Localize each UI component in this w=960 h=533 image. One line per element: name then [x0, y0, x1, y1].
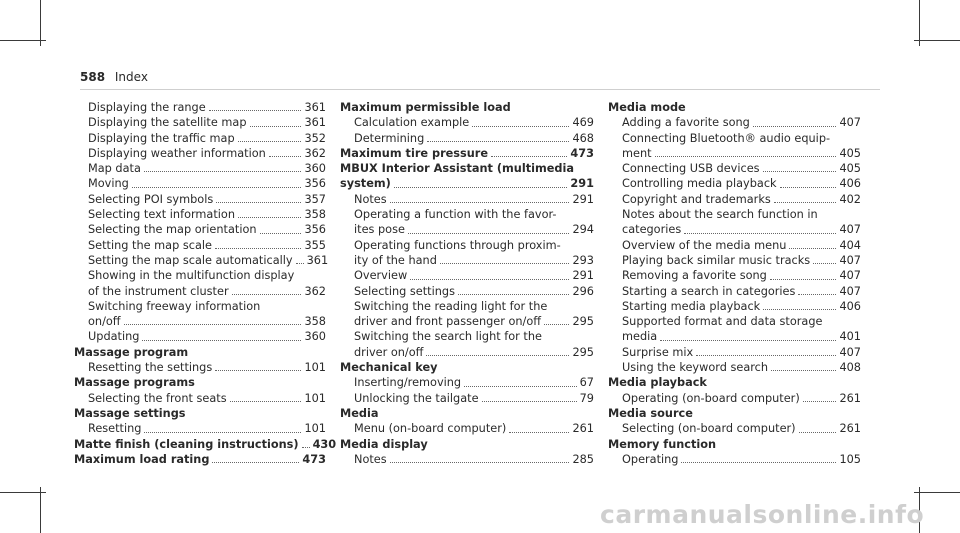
entry-text: Resetting the settings — [88, 361, 213, 375]
page-ref: 101 — [304, 361, 326, 375]
index-entry: Notes about the search function in — [622, 208, 818, 222]
entry-text: Setting the map scale automatically — [88, 253, 293, 267]
index-entry — [608, 222, 861, 237]
leader-dots — [394, 187, 568, 188]
index-entry — [608, 421, 861, 436]
index-heading: Memory function — [608, 437, 717, 451]
entry-text: Controlling media playback — [622, 177, 777, 191]
page-ref: 358 — [304, 208, 326, 222]
entry-text: Overview of the media menu — [622, 238, 787, 252]
crop-mark — [40, 487, 41, 533]
leader-dots — [209, 110, 302, 111]
entry-text: driver and front passenger on/off — [354, 315, 542, 329]
index-entry — [340, 284, 594, 299]
page-ref: 360 — [304, 330, 326, 344]
entry-text: Maximum tire pressure — [340, 146, 489, 160]
leader-dots — [798, 294, 836, 295]
leader-dots — [681, 462, 836, 463]
leader-dots — [216, 202, 301, 203]
index-entry: Operating functions through proxim- — [354, 238, 561, 252]
page-ref: 430 — [312, 437, 337, 451]
page-ref: 469 — [572, 116, 594, 130]
index-entry — [340, 268, 594, 283]
leader-dots — [774, 202, 837, 203]
leader-dots — [491, 156, 567, 157]
index-entry — [608, 452, 861, 467]
index-column-2 — [340, 100, 594, 467]
index-heading: Massage programs — [74, 376, 195, 390]
index-entry — [340, 314, 594, 329]
index-entry — [74, 222, 326, 237]
page-ref: 101 — [304, 391, 326, 405]
index-entry — [74, 161, 326, 176]
entry-text: Starting media playback — [622, 299, 761, 313]
page-ref: 404 — [839, 238, 861, 252]
entry-text: Map data — [88, 162, 141, 176]
index-entry — [340, 375, 594, 390]
crop-mark — [914, 40, 960, 41]
leader-dots — [763, 309, 836, 310]
leader-dots — [655, 156, 837, 157]
page-ref: 352 — [304, 131, 326, 145]
index-entry — [340, 192, 594, 207]
index-entry — [608, 284, 861, 299]
page-ref: 468 — [572, 131, 594, 145]
entry-text: ites pose — [354, 223, 405, 237]
index-entry — [340, 421, 594, 436]
index-entry — [74, 131, 326, 146]
index-entry — [608, 115, 861, 130]
entry-text: Overview — [354, 269, 408, 283]
index-entry — [74, 207, 326, 222]
entry-text: Surprise mix — [622, 345, 694, 359]
index-heading: Mechanical key — [340, 361, 438, 375]
page-ref: 67 — [579, 376, 594, 390]
index-entry — [340, 345, 594, 360]
index-column-1 — [74, 100, 337, 467]
page-ref: 261 — [839, 391, 861, 405]
index-heading — [340, 146, 594, 161]
page-ref: 355 — [304, 238, 326, 252]
index-entry — [608, 192, 861, 207]
page-ref: 261 — [839, 422, 861, 436]
entry-text: Operating (on-board computer) — [622, 391, 800, 405]
index-entry — [608, 268, 861, 283]
entry-text: Moving — [88, 177, 129, 191]
entry-text: Starting a search in categories — [622, 284, 796, 298]
index-entry — [74, 115, 326, 130]
entry-text: of the instrument cluster — [88, 284, 229, 298]
page-ref: 285 — [572, 452, 594, 466]
index-entry — [74, 192, 326, 207]
index-heading: Massage settings — [74, 406, 186, 420]
leader-dots — [544, 324, 569, 325]
index-entry — [340, 452, 594, 467]
entry-text: Notes — [354, 452, 387, 466]
entry-text: Unlocking the tailgate — [354, 391, 479, 405]
index-entry — [608, 345, 861, 360]
page-ref: 361 — [304, 101, 326, 114]
entry-text: Copyright and trademarks — [622, 192, 771, 206]
leader-dots — [232, 294, 302, 295]
page-ref: 402 — [839, 192, 861, 206]
index-entry — [74, 329, 326, 344]
page-ref: 360 — [304, 162, 326, 176]
entry-text: Displaying the range — [88, 101, 206, 114]
page-ref: 406 — [839, 177, 861, 191]
page-ref: 407 — [839, 345, 861, 359]
index-heading — [340, 176, 594, 191]
leader-dots — [440, 263, 570, 264]
index-entry — [608, 146, 861, 161]
leader-dots — [238, 217, 301, 218]
entry-text: Setting the map scale — [88, 238, 212, 252]
leader-dots — [771, 370, 836, 371]
entry-text: Displaying the traffic map — [88, 131, 235, 145]
leader-dots — [124, 324, 302, 325]
index-entry — [608, 391, 861, 406]
page-ref: 473 — [570, 146, 594, 160]
leader-dots — [296, 263, 304, 264]
page-ref: 408 — [839, 361, 861, 375]
entry-text: Using the keyword search — [622, 361, 769, 375]
entry-text: Updating — [88, 330, 140, 344]
entry-text: driver on/off — [354, 345, 424, 359]
index-entry — [74, 314, 326, 329]
page-ref: 105 — [839, 452, 861, 466]
index-entry — [74, 421, 326, 436]
index-entry — [608, 360, 861, 375]
index-entry — [608, 329, 861, 344]
index-entry — [74, 360, 326, 375]
page-ref: 361 — [306, 253, 329, 267]
page-ref: 407 — [839, 223, 861, 237]
leader-dots — [230, 401, 302, 402]
entry-text: Matte finish (cleaning instructions) — [74, 437, 299, 451]
entry-text: Removing a favorite song — [622, 269, 767, 283]
leader-dots — [215, 248, 301, 249]
leader-dots — [390, 462, 570, 463]
entry-text: ity of the hand — [354, 253, 437, 267]
page-ref: 407 — [839, 253, 861, 267]
index-entry — [340, 115, 594, 130]
page-ref: 407 — [839, 116, 861, 130]
entry-text: Menu (on-board computer) — [354, 422, 507, 436]
leader-dots — [144, 432, 301, 433]
entry-text: on/off — [88, 315, 121, 329]
entry-text: categories — [622, 223, 682, 237]
index-entry: Supported format and data storage — [622, 315, 823, 329]
leader-dots — [660, 340, 836, 341]
index-entry — [74, 284, 326, 299]
entry-text: Determining — [354, 131, 425, 145]
page-ref: 294 — [572, 223, 594, 237]
leader-dots — [390, 202, 570, 203]
leader-dots — [250, 126, 302, 127]
entry-text: media — [622, 330, 658, 344]
page-ref: 261 — [572, 422, 594, 436]
index-entry — [340, 222, 594, 237]
leader-dots — [142, 340, 301, 341]
index-entry — [74, 100, 326, 115]
index-entry — [74, 238, 326, 253]
index-heading: Massage program — [74, 345, 189, 359]
index-heading: Maximum permissible load — [340, 101, 511, 114]
header-rule — [80, 89, 880, 90]
page-ref: 101 — [304, 422, 326, 436]
index-entry — [340, 391, 594, 406]
index-heading: Media display — [340, 437, 428, 451]
page-number: 588 — [80, 70, 106, 84]
index-entry — [608, 161, 861, 176]
entry-text: Selecting settings — [354, 284, 455, 298]
leader-dots — [144, 171, 302, 172]
index-entry — [608, 299, 861, 314]
entry-text: Selecting the front seats — [88, 391, 227, 405]
leader-dots — [509, 432, 569, 433]
page-ref: 358 — [304, 315, 326, 329]
leader-dots — [132, 187, 302, 188]
index-entry — [608, 176, 861, 191]
page-ref: 406 — [839, 299, 861, 313]
entry-text: Notes — [354, 192, 387, 206]
page-ref: 401 — [839, 330, 861, 344]
leader-dots — [464, 386, 577, 387]
page-ref: 291 — [572, 192, 594, 206]
index-entry: Connecting Bluetooth® audio equip- — [622, 131, 831, 145]
index-entry — [608, 238, 861, 253]
entry-text: Displaying the satellite map — [88, 116, 247, 130]
entry-text: Selecting POI symbols — [88, 192, 214, 206]
index-entry — [74, 253, 329, 268]
entry-text: Selecting text information — [88, 208, 235, 222]
index-heading: Media — [340, 406, 379, 420]
leader-dots — [458, 294, 569, 295]
leader-dots — [260, 233, 302, 234]
page-ref: 291 — [572, 269, 594, 283]
entry-text: system) — [340, 177, 391, 191]
leader-dots — [753, 126, 837, 127]
leader-dots — [408, 233, 570, 234]
page-ref: 296 — [572, 284, 594, 298]
leader-dots — [427, 141, 569, 142]
entry-text: Operating — [622, 452, 679, 466]
crop-mark — [0, 492, 46, 493]
index-entry: Switching the search light for the — [354, 330, 542, 344]
entry-text: Calculation example — [354, 116, 470, 130]
entry-text: Selecting (on-board computer) — [622, 422, 796, 436]
index-heading: MBUX Interior Assistant (multimedia — [340, 162, 575, 176]
leader-dots — [215, 370, 301, 371]
page-ref: 79 — [579, 391, 594, 405]
entry-text: Maximum load rating — [74, 452, 210, 466]
entry-text: Connecting USB devices — [622, 162, 760, 176]
leader-dots — [780, 187, 837, 188]
page-ref: 362 — [304, 284, 326, 298]
leader-dots — [472, 126, 569, 127]
index-entry — [608, 253, 861, 268]
index-heading: Media mode — [608, 101, 686, 114]
page-ref: 356 — [304, 177, 326, 191]
leader-dots — [803, 401, 837, 402]
leader-dots — [212, 462, 299, 463]
page-ref: 407 — [839, 269, 861, 283]
page-ref: 405 — [839, 146, 861, 160]
leader-dots — [269, 156, 302, 157]
index-entry: Operating a function with the favor- — [354, 208, 557, 222]
leader-dots — [410, 279, 569, 280]
index-heading — [74, 437, 337, 452]
leader-dots — [696, 355, 836, 356]
entry-text: Selecting the map orientation — [88, 223, 257, 237]
leader-dots — [302, 447, 310, 448]
crop-mark — [914, 492, 960, 493]
index-entry — [340, 253, 594, 268]
page-ref: 407 — [839, 284, 861, 298]
page-ref: 356 — [304, 223, 326, 237]
page-ref: 357 — [304, 192, 326, 206]
leader-dots — [684, 233, 836, 234]
leader-dots — [426, 355, 569, 356]
page-ref: 295 — [572, 315, 594, 329]
page-ref: 405 — [839, 162, 861, 176]
index-column-3 — [608, 100, 861, 467]
entry-text: Resetting — [88, 422, 142, 436]
index-entry — [340, 131, 594, 146]
index-entry: Switching freeway information — [88, 299, 261, 313]
index-heading: Media playback — [608, 376, 707, 390]
index-heading — [74, 452, 326, 467]
leader-dots — [763, 171, 837, 172]
index-entry — [74, 391, 326, 406]
page-ref: 473 — [302, 452, 326, 466]
index-entry: Switching the reading light for the — [354, 299, 548, 313]
entry-text: Displaying weather information — [88, 146, 266, 160]
leader-dots — [799, 432, 837, 433]
leader-dots — [789, 248, 836, 249]
leader-dots — [813, 263, 836, 264]
leader-dots — [238, 141, 302, 142]
page-title: Index — [114, 70, 148, 84]
page-ref: 295 — [572, 345, 594, 359]
page-ref: 291 — [570, 177, 594, 191]
index-entry: Showing in the multifunction display — [88, 269, 295, 283]
page-ref: 293 — [572, 253, 594, 267]
watermark: carmanualsonline.info — [600, 500, 925, 529]
index-entry — [74, 176, 326, 191]
index-heading: Media source — [608, 406, 693, 420]
leader-dots — [482, 401, 577, 402]
entry-text: Playing back similar music tracks — [622, 253, 811, 267]
leader-dots — [770, 279, 837, 280]
page-ref: 362 — [304, 146, 326, 160]
crop-mark — [0, 40, 46, 41]
entry-text: Inserting/removing — [354, 376, 462, 390]
index-entry — [74, 146, 326, 161]
page-ref: 361 — [304, 116, 326, 130]
entry-text: ment — [622, 146, 652, 160]
page-header — [80, 70, 148, 84]
entry-text: Adding a favorite song — [622, 116, 750, 130]
